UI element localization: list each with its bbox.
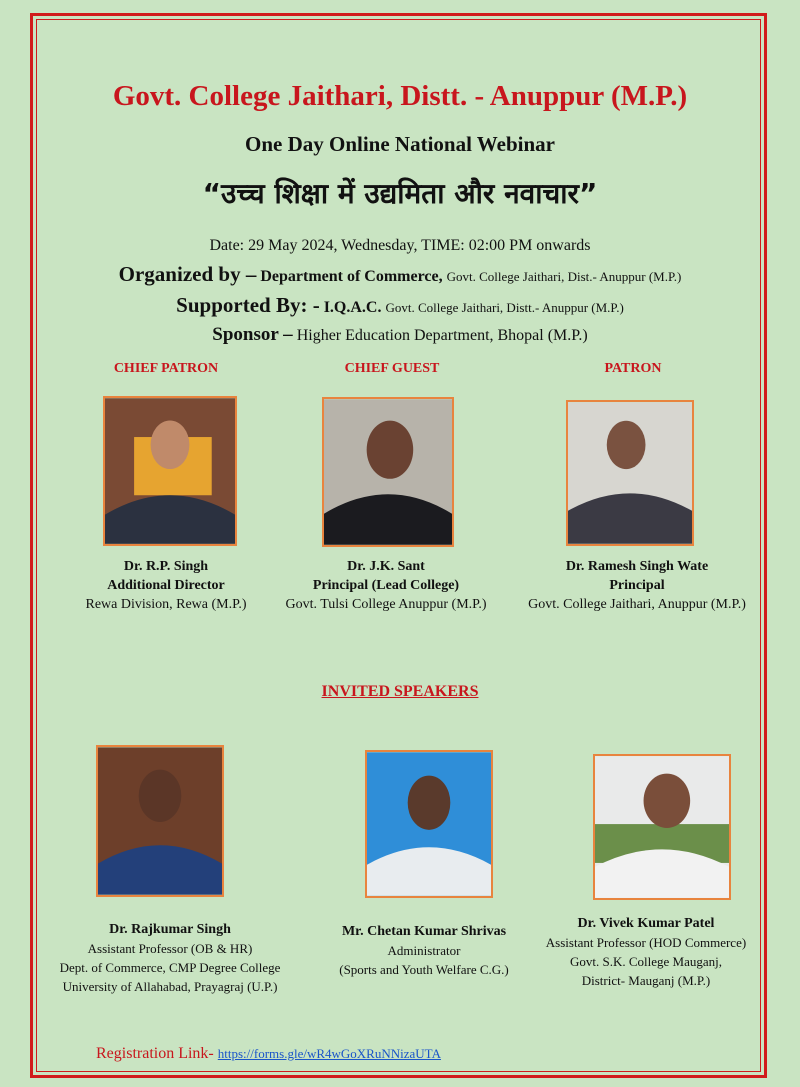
chief-patron-office: Rewa Division, Rewa (M.P.) bbox=[85, 597, 247, 612]
chief-guest-designation: Principal (Lead College) bbox=[312, 578, 460, 593]
photo-chief-patron bbox=[103, 396, 237, 546]
speaker-1-line-3: University of Allahabad, Prayagraj (U.P.) bbox=[62, 979, 278, 994]
person-icon bbox=[98, 747, 222, 895]
supported-label: Supported By: - bbox=[176, 293, 320, 317]
organized-dept: Department of Commerce, bbox=[260, 268, 443, 285]
caption-speaker-3 bbox=[528, 914, 764, 990]
chief-patron-name: Dr. R.P. Singh bbox=[123, 559, 209, 574]
person-icon bbox=[324, 399, 452, 545]
caption-patron bbox=[507, 557, 767, 614]
patron-name: Dr. Ramesh Singh Wate bbox=[565, 559, 709, 574]
organized-by-line bbox=[0, 262, 800, 287]
supported-rest: Govt. College Jaithari, Distt.- Anuppur (M.P.) bbox=[385, 300, 624, 315]
speaker-3-name: Dr. Vivek Kumar Patel bbox=[577, 916, 715, 931]
speaker-1-name: Dr. Rajkumar Singh bbox=[109, 922, 231, 937]
supported-by-line bbox=[0, 293, 800, 318]
role-chief-patron: CHIEF PATRON bbox=[113, 361, 219, 376]
invited-speakers-heading: INVITED SPEAKERS bbox=[321, 683, 479, 700]
photo-speaker-3 bbox=[593, 754, 731, 900]
chief-guest-name: Dr. J.K. Sant bbox=[347, 559, 425, 574]
webinar-title: One Day Online National Webinar bbox=[245, 132, 555, 156]
sponsor-label: Sponsor – bbox=[212, 324, 293, 345]
patron-office: Govt. College Jaithari, Anuppur (M.P.) bbox=[528, 597, 746, 612]
registration-label: Registration Link- bbox=[96, 1045, 214, 1062]
speaker-2-line-1: Administrator bbox=[387, 943, 461, 958]
person-icon bbox=[595, 756, 729, 898]
person-icon bbox=[568, 402, 692, 544]
organized-label: Organized by – bbox=[118, 262, 257, 286]
caption-speaker-1 bbox=[40, 920, 300, 996]
speaker-1-line-2: Dept. of Commerce, CMP Degree College bbox=[59, 960, 281, 975]
chief-guest-office: Govt. Tulsi College Anuppur (M.P.) bbox=[285, 597, 487, 612]
photo-chief-guest bbox=[322, 397, 454, 547]
speaker-3-line-1: Assistant Professor (HOD Commerce) bbox=[545, 935, 747, 950]
college-title: Govt. College Jaithari, Distt. - Anuppur (M.P.) bbox=[112, 80, 688, 112]
chief-patron-designation: Additional Director bbox=[107, 578, 225, 593]
speaker-2-line-2: (Sports and Youth Welfare C.G.) bbox=[339, 962, 509, 977]
speaker-3-line-3: District- Mauganj (M.P.) bbox=[581, 973, 711, 988]
photo-patron bbox=[566, 400, 694, 546]
speaker-3-line-2: Govt. S.K. College Mauganj, bbox=[569, 954, 722, 969]
person-icon bbox=[367, 752, 491, 896]
sponsor-rest: Higher Education Department, Bhopal (M.P.) bbox=[296, 327, 588, 344]
photo-speaker-1 bbox=[96, 745, 224, 897]
registration-line bbox=[96, 1045, 441, 1063]
speaker-1-line-1: Assistant Professor (OB & HR) bbox=[87, 941, 253, 956]
patron-designation: Principal bbox=[609, 578, 665, 593]
date-line: Date: 29 May 2024, Wednesday, TIME: 02:00 PM onwards bbox=[209, 237, 591, 254]
role-chief-guest: CHIEF GUEST bbox=[344, 361, 440, 376]
supported-iqac: I.Q.A.C. bbox=[323, 299, 382, 316]
registration-link[interactable]: https://forms.gle/wR4wGoXRuNNizaUTA bbox=[217, 1046, 441, 1061]
person-icon bbox=[105, 398, 235, 544]
organized-rest: Govt. College Jaithari, Dist.- Anuppur (M.P.) bbox=[446, 269, 682, 284]
speaker-2-name: Mr. Chetan Kumar Shrivas bbox=[341, 924, 507, 939]
role-patron: PATRON bbox=[604, 361, 662, 376]
caption-speaker-2 bbox=[294, 922, 554, 979]
webinar-theme: “उच्च शिक्षा में उद्यमिता और नवाचार” bbox=[202, 177, 598, 210]
sponsor-line bbox=[0, 324, 800, 346]
photo-speaker-2 bbox=[365, 750, 493, 898]
caption-chief-guest bbox=[256, 557, 516, 614]
